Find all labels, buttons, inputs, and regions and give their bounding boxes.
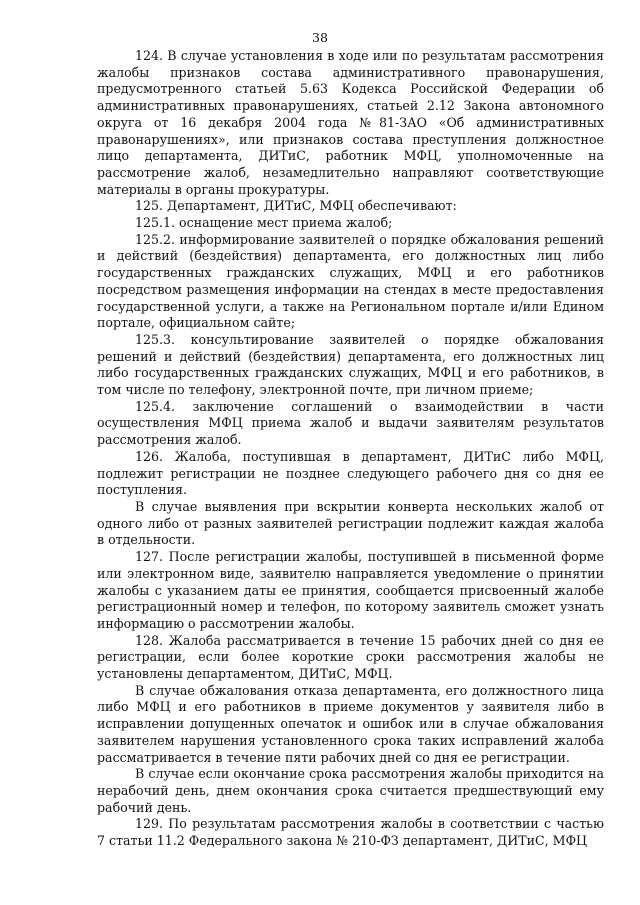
paragraph-128-nonworking-day: В случае если окончание срока рассмотрения жалобы приходится на нерабочий день, днем окончания срока считается предшествующий ему рабочий день. [97, 766, 604, 815]
paragraph-125-3: 125.3. консультирование заявителей о порядке обжалования решений и действий (бездействия) департамента, его должностных лиц либо государственных гражданских служащих, МФЦ и его работников, в том числе по телефону, электронной почте, при личном приеме; [97, 331, 604, 398]
paragraph-126: 126. Жалоба, поступившая в департамент, ДИТиС либо МФЦ, подлежит регистрации не позднее следующего рабочего дня со дня ее поступления. [97, 448, 604, 498]
paragraph-128-refusal: В случае обжалования отказа департамента, его должностного лица либо МФЦ и его работников в приеме документов у заявителя либо в исправлении допущенных опечаток и ошибок или в случае обжалования заявителем нарушения установленного срока таких исправлений жалоба рассматривается в течение пяти рабочих дней со дня ее регистрации. [97, 682, 604, 765]
paragraph-125: 125. Департамент, ДИТиС, МФЦ обеспечивают: [135, 198, 457, 214]
paragraph-125-4: 125.4. заключение соглашений о взаимодействии в части осуществления МФЦ приема жалоб и выдачи заявителям результатов рассмотрения жалоб. [97, 398, 604, 448]
document-body [97, 48, 604, 850]
paragraph-127: 127. После регистрации жалобы, поступившей в письменной форме или электронном виде, заявителю направляется уведомление о принятии жалобы с указанием даты ее принятия, сообщается присвоенный жалобе регистрационный номер и телефон, по которому заявитель сможет узнать информацию о рассмотрении жалобы. [97, 549, 604, 631]
paragraph-124: 124. В случае установления в ходе или по результатам рассмотрения жалобы признаков состава административного правонарушения, предусмотренного статьей 5.63 Кодекса Российской Федерации об административных правонарушениях, статьей 2.12 Закона автономного округа от 16 декабря 2004 года №81-ЗАО «Об административных правонарушениях», или признаков состава преступления должностное лицо департамента, ДИТиС, работник МФЦ, уполномоченные на рассмотрение жалоб, незамедлительно направляют соответствующие материалы в органы прокуратуры. [97, 48, 604, 197]
paragraph-126-envelope: В случае выявления при вскрытии конверта нескольких жалоб от одного либо от разных заявителей регистрации подлежит каждая жалоба в отдельности. [97, 498, 604, 548]
paragraph-129: 129. По результатам рассмотрения жалобы в соответствии с частью 7 статьи 11.2 Федерального закона № 210-ФЗ департамент, ДИТиС, МФЦ [97, 816, 604, 849]
paragraph-128: 128. Жалоба рассматривается в течение 15 рабочих дней со дня ее регистрации, если более короткие сроки рассмотрения жалобы не установлены департаментом, ДИТиС, МФЦ. [97, 632, 604, 682]
paragraph-125-1: 125.1. оснащение мест приема жалоб; [135, 215, 393, 231]
paragraph-125-2: 125.2. информирование заявителей о порядке обжалования решений и действий (бездействия) департамента, его должностных лиц либо государственных гражданских служащих, МФЦ и его работников посредством размещения информации на стендах в месте предоставления государственной услуги, а также на Региональном портале и/или Едином портале, официальном сайте; [97, 231, 604, 331]
page-number: 38 [312, 30, 328, 45]
